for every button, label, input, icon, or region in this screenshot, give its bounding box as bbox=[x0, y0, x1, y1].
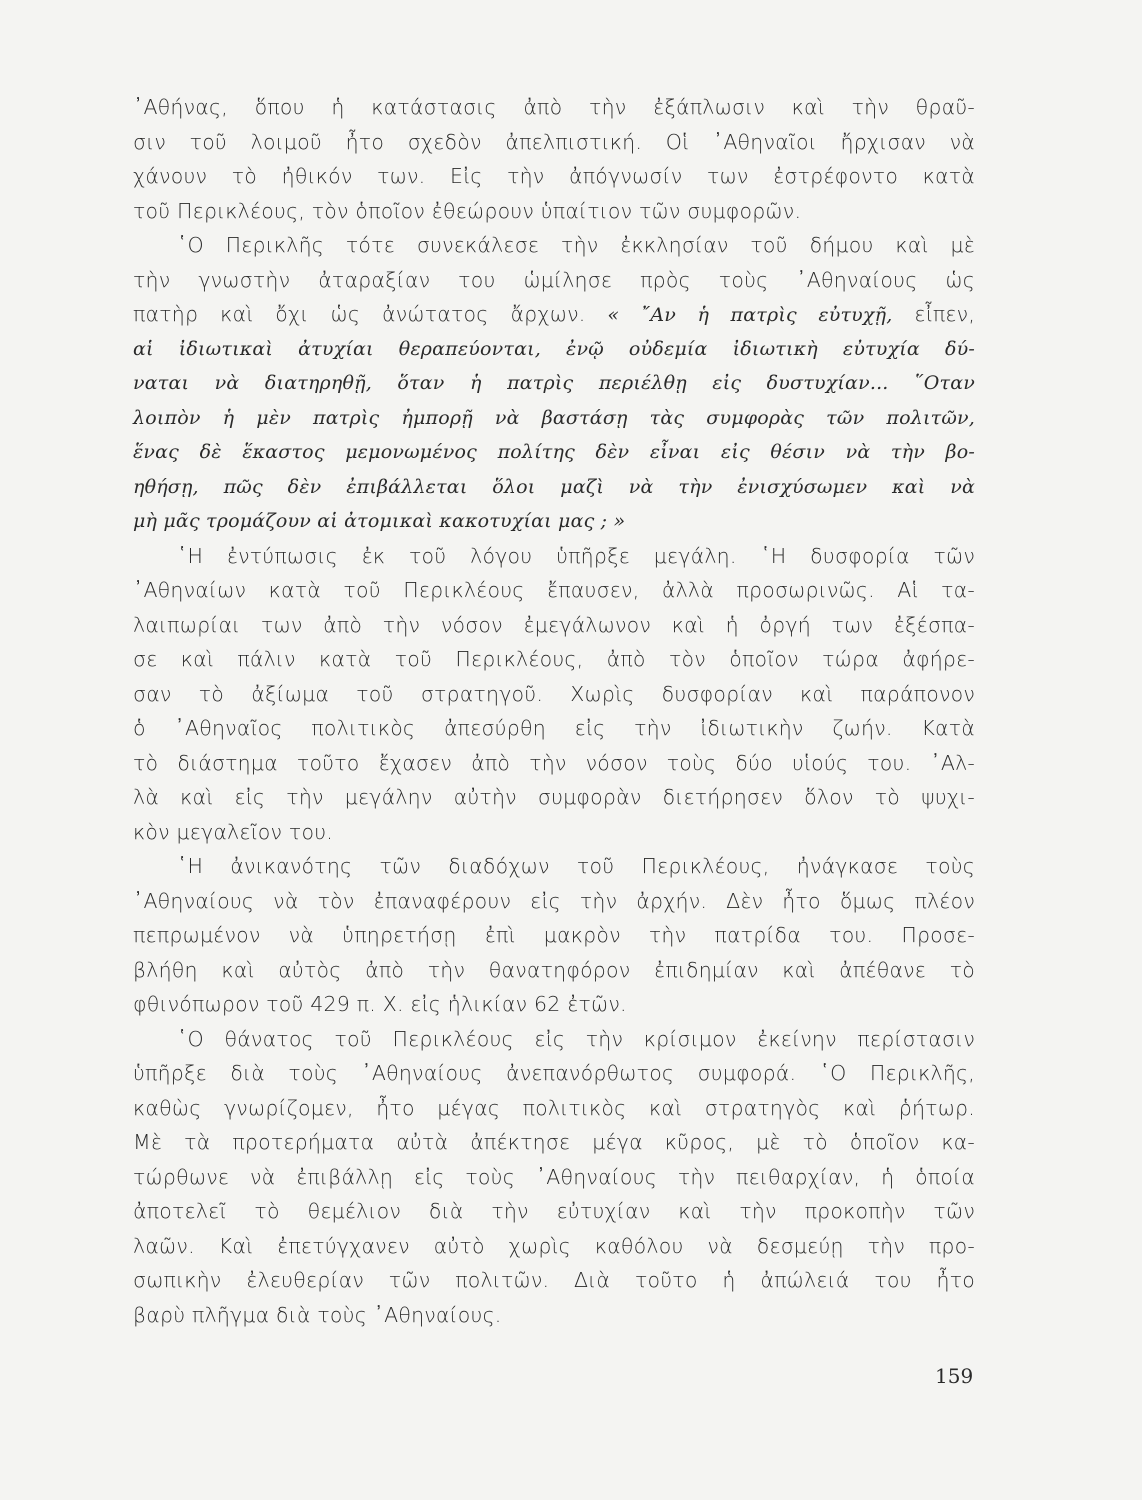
text-line: σωπικὴν ἐλευθερίαν τῶν πολιτῶν. Διὰ τοῦτο ἡ ἀπώλειά του ἦτο bbox=[133, 1268, 975, 1292]
text-line: ῾Η ἀνικανότης τῶν διαδόχων τοῦ Περικλέους, ἠνάγκασε τοὺς bbox=[177, 854, 975, 878]
text-line: ῾Ο θάνατος τοῦ Περικλέους εἰς τὴν κρίσιμον ἐκείνην περίστασιν bbox=[177, 1026, 975, 1051]
text-line: τώρθωνε νὰ ἐπιβάλλῃ εἰς τοὺς ᾿Αθηναίους τὴν πειθαρχίαν, ἡ ὁποία bbox=[133, 1164, 975, 1189]
quote-line: λοιπὸν ἡ μὲν πατρὶς ἠμπορῇ νὰ βαστάσῃ τὰς συμφορὰς τῶν πολιτῶν, bbox=[133, 406, 975, 429]
quote-line: μὴ μᾶς τρομάζουν αἱ ἀτομικαὶ κακοτυχίαι μας ; » bbox=[133, 510, 626, 532]
quote-line: αἱ ἰδιωτικαὶ ἀτυχίαι θεραπεύονται, ἐνῷ οὐδεμία ἰδιωτικὴ εὐτυχία δύ- bbox=[133, 337, 975, 360]
text-segment: εἶπεν, bbox=[914, 302, 976, 326]
page-text bbox=[133, 90, 975, 1332]
text-line: ἀποτελεῖ τὸ θεμέλιον διὰ τὴν εὐτυχίαν καὶ τὴν προκοπὴν τῶν bbox=[133, 1199, 975, 1223]
quote-line: ἕνας δὲ ἕκαστος μεμονωμένος πολίτης δὲν εἶναι εἰς θέσιν νὰ τὴν βο- bbox=[133, 441, 975, 463]
quote-line: ηθήσῃ, πῶς δὲν ἐπιβάλλεται ὅλοι μαζὶ νὰ τὴν ἐνισχύσωμεν καὶ νὰ bbox=[133, 475, 975, 498]
text-line: καθὼς γνωρίζομεν, ἦτο μέγας πολιτικὸς καὶ στρατηγὸς καὶ ῥήτωρ. bbox=[133, 1095, 975, 1120]
text-line: φθινόπωρον τοῦ 429 π. Χ. εἰς ἡλικίαν 62 ἐτῶν. bbox=[133, 992, 627, 1016]
page-number: 159 bbox=[935, 1364, 974, 1388]
text-line: ὑπῆρξε διὰ τοὺς ᾿Αθηναίους ἀνεπανόρθωτος συμφορά. ῾Ο Περικλῆς, bbox=[133, 1061, 975, 1085]
text-line: πεπρωμένον νὰ ὑπηρετήσῃ ἐπὶ μακρὸν τὴν πατρίδα του. Προσε- bbox=[133, 923, 975, 947]
text-line: τοῦ Περικλέους, τὸν ὁποῖον ἐθεώρουν ὑπαίτιον τῶν συμφορῶν. bbox=[133, 198, 802, 223]
text-line: κὸν μεγαλεῖον του. bbox=[133, 819, 333, 844]
text-line: ῾Η ἐντύπωσις ἐκ τοῦ λόγου ὑπῆρξε μεγάλη. ῾Η δυσφορία τῶν bbox=[177, 543, 975, 568]
text-line: λαιπωρίαι των ἀπὸ τὴν νόσον ἐμεγάλωνον καὶ ἡ ὀργή των ἐξέσπα- bbox=[133, 612, 975, 637]
text-line: ῾Ο Περικλῆς τότε συνεκάλεσε τὴν ἐκκλησίαν τοῦ δήμου καὶ μὲ bbox=[177, 233, 975, 257]
quote-segment: « ῎Αν ἡ πατρὶς εὐτυχῇ, bbox=[607, 304, 893, 326]
text-line: χάνουν τὸ ἠθικόν των. Εἰς τὴν ἀπόγνωσίν των ἐστρέφοντο κατὰ bbox=[133, 164, 975, 188]
text-line-mixed bbox=[133, 297, 975, 332]
text-line: τὸ διάστημα τοῦτο ἔχασεν ἀπὸ τὴν νόσον τοὺς δύο υἱούς του. ᾿Αλ- bbox=[133, 750, 975, 775]
text-line: λὰ καὶ εἰς τὴν μεγάλην αὐτὴν συμφορὰν διετήρησεν ὅλον τὸ ψυχι- bbox=[133, 785, 975, 809]
text-line: σιν τοῦ λοιμοῦ ἦτο σχεδὸν ἀπελπιστική. Οἱ ᾿Αθηναῖοι ἤρχισαν νὰ bbox=[133, 129, 975, 154]
text-line: Μὲ τὰ προτερήματα αὐτὰ ἀπέκτησε μέγα κῦρος, μὲ τὸ ὁποῖον κα- bbox=[133, 1130, 975, 1154]
text-line: ὁ ᾿Αθηναῖος πολιτικὸς ἀπεσύρθη εἰς τὴν ἰδιωτικὴν ζωήν. Κατὰ bbox=[133, 716, 975, 740]
text-line: βαρὺ πλῆγμα διὰ τοὺς ᾿Αθηναίους. bbox=[133, 1302, 502, 1327]
text-line: ᾿Αθήνας, ὅπου ἡ κατάστασις ἀπὸ τὴν ἐξάπλωσιν καὶ τὴν θραῦ- bbox=[133, 95, 975, 119]
text-line: λαῶν. Καὶ ἐπετύγχανεν αὐτὸ χωρὶς καθόλου νὰ δεσμεύῃ τὴν προ- bbox=[133, 1233, 975, 1258]
text-line: τὴν γνωστὴν ἀταραξίαν του ὡμίλησε πρὸς τοὺς ᾿Αθηναίους ὡς bbox=[133, 267, 975, 292]
text-line: βλήθη καὶ αὐτὸς ἀπὸ τὴν θανατηφόρον ἐπιδημίαν καὶ ἀπέθανε τὸ bbox=[133, 957, 975, 982]
text-line: σαν τὸ ἀξίωμα τοῦ στρατηγοῦ. Χωρὶς δυσφορίαν καὶ παράπονον bbox=[133, 681, 975, 706]
text-line: ᾿Αθηναίους νὰ τὸν ἐπαναφέρουν εἰς τὴν ἀρχήν. Δὲν ἦτο ὅμως πλέον bbox=[133, 888, 975, 913]
text-line: ᾿Αθηναίων κατὰ τοῦ Περικλέους ἔπαυσεν, ἀλλὰ προσωρινῶς. Αἱ τα- bbox=[133, 578, 975, 602]
text-segment: πατὴρ καὶ ὄχι ὡς ἀνώτατος ἄρχων. bbox=[133, 302, 586, 326]
quote-line: ναται νὰ διατηρηθῇ, ὅταν ἡ πατρὶς περιέλθῃ εἰς δυστυχίαν... ῞Οταν bbox=[133, 372, 975, 394]
text-line: σε καὶ πάλιν κατὰ τοῦ Περικλέους, ἀπὸ τὸν ὁποῖον τώρα ἀφήρε- bbox=[133, 647, 975, 671]
